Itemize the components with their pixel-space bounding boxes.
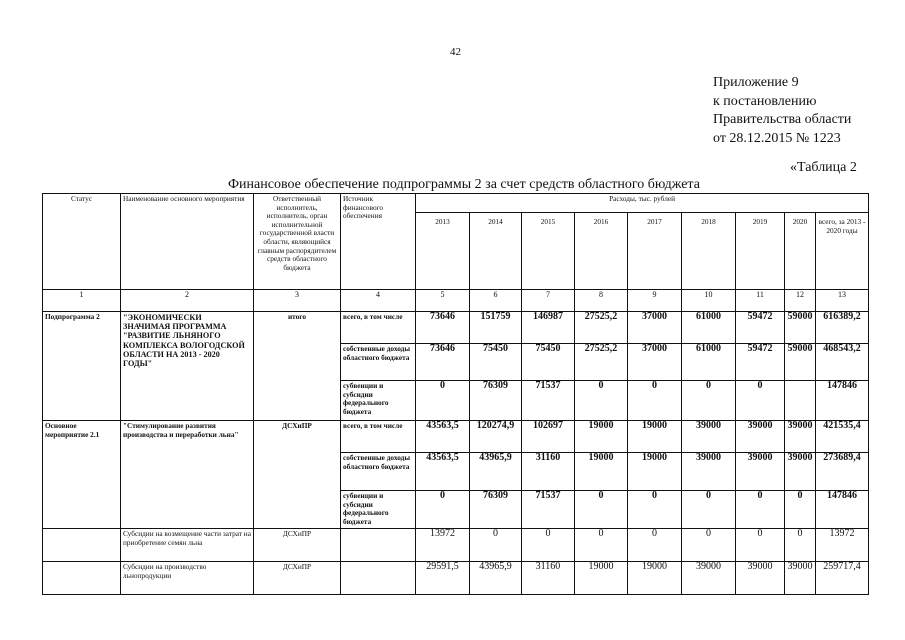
page-number: 42 <box>450 46 461 58</box>
row-name: Субсидии на возмещение части затрат на приобретение семян льна <box>121 529 254 562</box>
column-number: 13 <box>816 290 869 312</box>
value-cell: 13972 <box>816 529 869 562</box>
value-cell: 73646 <box>416 344 470 381</box>
column-number: 10 <box>682 290 736 312</box>
column-number: 7 <box>522 290 575 312</box>
value-cell: 147846 <box>816 491 869 529</box>
header-year: 2017 <box>628 213 682 290</box>
row-source <box>341 562 416 595</box>
value-cell: 73646 <box>416 312 470 344</box>
value-cell: 0 <box>628 529 682 562</box>
appendix-heading <box>713 74 851 148</box>
value-cell: 75450 <box>522 344 575 381</box>
header-row <box>43 194 869 213</box>
value-cell: 31160 <box>522 453 575 491</box>
table-row <box>43 529 869 562</box>
header-year: 2015 <box>522 213 575 290</box>
row-responsible: ДСХиПР <box>254 562 341 595</box>
column-number: 12 <box>785 290 816 312</box>
value-cell: 19000 <box>575 453 628 491</box>
value-cell: 71537 <box>522 381 575 421</box>
value-cell: 19000 <box>628 421 682 453</box>
value-cell: 0 <box>682 529 736 562</box>
value-cell: 61000 <box>682 312 736 344</box>
row-source: собственные доходы областного бюджета <box>341 453 416 491</box>
row-name: Субсидии на производство льнопродукции <box>121 562 254 595</box>
table-row <box>43 562 869 595</box>
row-source: субвенции и субсидии федерального бюджета <box>341 491 416 529</box>
header-year: 2014 <box>470 213 522 290</box>
row-source <box>341 529 416 562</box>
value-cell: 39000 <box>682 421 736 453</box>
column-number: 2 <box>121 290 254 312</box>
row-source: субвенции и субсидии федерального бюджета <box>341 381 416 421</box>
row-name: "Стимулирование развития производства и переработки льна" <box>121 421 254 529</box>
value-cell: 43563,5 <box>416 421 470 453</box>
value-cell: 151759 <box>470 312 522 344</box>
column-number: 1 <box>43 290 121 312</box>
value-cell: 102697 <box>522 421 575 453</box>
header-source: Источник финансового обеспечения <box>341 194 416 290</box>
row-status: Основное мероприятие 2.1 <box>43 421 121 529</box>
column-number: 5 <box>416 290 470 312</box>
value-cell: 39000 <box>736 453 785 491</box>
value-cell: 0 <box>416 491 470 529</box>
value-cell: 76309 <box>470 491 522 529</box>
header-name: Наименование основного мероприятия <box>121 194 254 290</box>
row-name: "ЭКОНОМИЧЕСКИ ЗНАЧИМАЯ ПРОГРАММА "РАЗВИТИЕ ЛЬНЯНОГО КОМПЛЕКСА ВОЛОГОДСКОЙ ОБЛАСТИ НА 2013 - 2020 ГОДЫ" <box>121 312 254 421</box>
value-cell: 259717,4 <box>816 562 869 595</box>
value-cell: 273689,4 <box>816 453 869 491</box>
value-cell: 76309 <box>470 381 522 421</box>
value-cell: 39000 <box>736 562 785 595</box>
table-row <box>43 312 869 344</box>
value-cell: 29591,5 <box>416 562 470 595</box>
row-source: всего, в том числе <box>341 312 416 344</box>
value-cell: 0 <box>682 381 736 421</box>
appendix-line: Правительства области <box>713 112 852 127</box>
value-cell: 616389,2 <box>816 312 869 344</box>
row-status <box>43 529 121 562</box>
value-cell: 0 <box>575 529 628 562</box>
value-cell: 37000 <box>628 344 682 381</box>
value-cell: 19000 <box>575 421 628 453</box>
row-responsible: ДСХиПР <box>254 421 341 529</box>
value-cell: 43965,9 <box>470 453 522 491</box>
column-number: 9 <box>628 290 682 312</box>
value-cell: 0 <box>736 491 785 529</box>
column-number: 8 <box>575 290 628 312</box>
value-cell: 31160 <box>522 562 575 595</box>
value-cell: 0 <box>575 381 628 421</box>
table-label: «Таблица 2 <box>790 160 857 175</box>
appendix-line: Приложение 9 <box>713 75 799 90</box>
column-number: 11 <box>736 290 785 312</box>
appendix-line: от 28.12.2015 № 1223 <box>713 130 841 146</box>
value-cell: 0 <box>522 529 575 562</box>
header-year: 2016 <box>575 213 628 290</box>
header-year: 2019 <box>736 213 785 290</box>
value-cell: 0 <box>682 491 736 529</box>
value-cell: 0 <box>736 529 785 562</box>
value-cell: 0 <box>575 491 628 529</box>
value-cell: 19000 <box>575 562 628 595</box>
value-cell: 0 <box>736 381 785 421</box>
table-title: Финансовое обеспечение подпрограммы 2 за счет средств областного бюджета <box>228 177 700 192</box>
value-cell: 75450 <box>470 344 522 381</box>
header-year: 2018 <box>682 213 736 290</box>
value-cell: 0 <box>785 491 816 529</box>
header-year: 2013 <box>416 213 470 290</box>
value-cell: 468543,2 <box>816 344 869 381</box>
value-cell: 0 <box>785 529 816 562</box>
value-cell: 71537 <box>522 491 575 529</box>
value-cell: 120274,9 <box>470 421 522 453</box>
row-source: собственные доходы областного бюджета <box>341 344 416 381</box>
value-cell: 27525,2 <box>575 312 628 344</box>
header-status: Статус <box>43 194 121 290</box>
value-cell: 0 <box>416 381 470 421</box>
value-cell: 59000 <box>785 344 816 381</box>
value-cell: 27525,2 <box>575 344 628 381</box>
appendix-line: к постановлению <box>713 93 817 109</box>
row-status: Подпрограмма 2 <box>43 312 121 421</box>
value-cell: 0 <box>470 529 522 562</box>
value-cell: 39000 <box>785 562 816 595</box>
value-cell: 61000 <box>682 344 736 381</box>
row-responsible: итого <box>254 312 341 421</box>
value-cell: 37000 <box>628 312 682 344</box>
value-cell: 59472 <box>736 344 785 381</box>
value-cell: 43563,5 <box>416 453 470 491</box>
value-cell <box>785 381 816 421</box>
value-cell: 43965,9 <box>470 562 522 595</box>
value-cell: 19000 <box>628 453 682 491</box>
value-cell: 39000 <box>682 453 736 491</box>
financing-table <box>42 193 869 595</box>
value-cell: 0 <box>628 491 682 529</box>
column-number: 4 <box>341 290 416 312</box>
header-expenses: Расходы, тыс. рублей <box>416 194 869 213</box>
value-cell: 39000 <box>682 562 736 595</box>
header-total: всего, за 2013 - 2020 годы <box>816 213 869 290</box>
table-row <box>43 421 869 453</box>
value-cell: 59000 <box>785 312 816 344</box>
row-responsible: ДСХиПР <box>254 529 341 562</box>
value-cell: 147846 <box>816 381 869 421</box>
value-cell: 146987 <box>522 312 575 344</box>
column-number: 3 <box>254 290 341 312</box>
value-cell: 0 <box>628 381 682 421</box>
row-status <box>43 562 121 595</box>
column-number: 6 <box>470 290 522 312</box>
value-cell: 13972 <box>416 529 470 562</box>
value-cell: 19000 <box>628 562 682 595</box>
value-cell: 421535,4 <box>816 421 869 453</box>
header-responsible: Ответственный исполнитель, исполнитель, орган исполнительной государственной власти области, являющийся главным распорядителем средств областного бюджета <box>254 194 341 290</box>
column-numbers-row <box>43 290 869 312</box>
value-cell: 39000 <box>785 453 816 491</box>
header-year: 2020 <box>785 213 816 290</box>
row-source: всего, в том числе <box>341 421 416 453</box>
value-cell: 39000 <box>785 421 816 453</box>
value-cell: 39000 <box>736 421 785 453</box>
value-cell: 59472 <box>736 312 785 344</box>
